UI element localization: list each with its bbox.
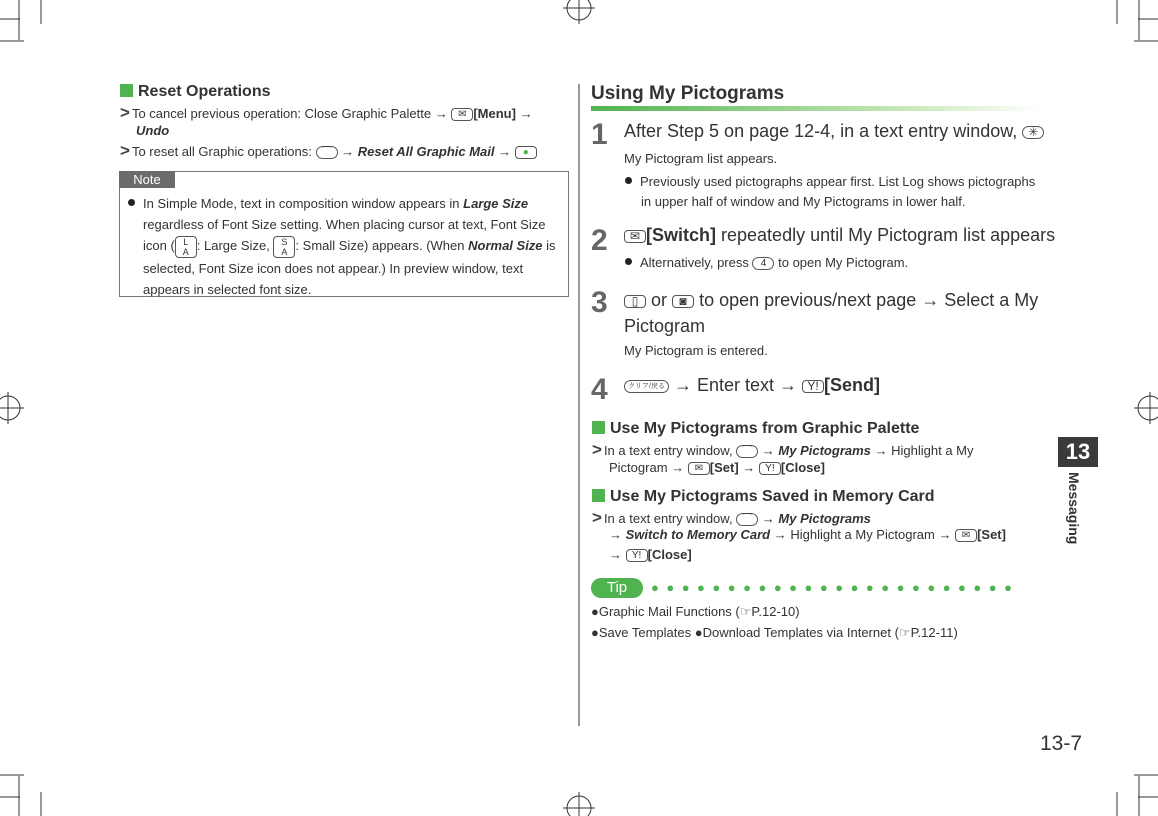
bullet-icon	[625, 177, 632, 184]
palette-heading: Use My Pictograms from Graphic Palette	[592, 420, 919, 438]
step-3-number: 3	[591, 286, 608, 319]
step-3-text: ▯ or ◙ to open previous/next page → Select a My Pictogram	[624, 290, 1039, 336]
memory-line-3: → Y! [Close]	[609, 547, 692, 562]
camera-key-icon: ◙	[672, 295, 694, 308]
softkey-icon: ⌒	[736, 513, 758, 526]
section-title: Using My Pictograms	[591, 83, 785, 104]
square-bullet-icon	[592, 489, 605, 502]
page-number: 13-7	[1040, 732, 1083, 755]
reset-line-2: > To reset all Graphic operations: ⌒ → Reset All Graphic Mail → ●	[120, 141, 570, 161]
column-divider	[578, 84, 580, 726]
note-label: Note	[119, 171, 175, 188]
square-bullet-icon	[120, 84, 133, 97]
step-1-sub: My Pictogram list appears.	[624, 151, 778, 166]
step-4-text: クリア/戻る → Enter text → Y! [Send]	[624, 375, 880, 396]
bullet-icon	[128, 199, 135, 206]
note-text: In Simple Mode, text in composition window appears in Large Size regardless of Font Size setting. When placing cursor at text, Font Size icon ( L A : Large Size, S A : Small Size) appears. (When Normal Size is selected, Font Size icon does not appear.) In preview window, text appears in selected font size.	[128, 193, 558, 300]
reset-line-1: > To cancel previous operation: Close Graphic Palette → ✉ [Menu] →	[120, 103, 533, 122]
reference-icon: ☞	[739, 604, 752, 619]
step-1-number: 1	[591, 118, 608, 151]
softkey-icon: ⌒	[736, 445, 758, 458]
arrow-icon: >	[120, 103, 130, 122]
mail-key-icon: ✉	[624, 230, 646, 243]
reset-operations-heading: Reset Operations	[120, 83, 270, 101]
memory-line-2: → Switch to Memory Card → Highlight a My Pictogram → ✉ [Set]	[609, 527, 1006, 542]
manner-key-icon: ▯	[624, 295, 646, 308]
mail-key-icon: ✉	[688, 462, 710, 475]
step-2-text: ✉ [Switch] repeatedly until My Pictogram list appears	[624, 225, 1055, 246]
step-3-sub: My Pictogram is entered.	[624, 343, 768, 358]
memory-line-1: > In a text entry window, ⌒ → My Pictograms	[592, 508, 871, 527]
yahoo-key-icon: Y!	[759, 462, 781, 475]
asterisk-key-icon: ✳	[1022, 126, 1044, 139]
title-underline	[591, 106, 1041, 111]
small-font-icon: S A	[273, 236, 295, 258]
clear-key-icon: クリア/戻る	[624, 380, 669, 393]
arrow-icon: >	[120, 141, 130, 160]
step-2-number: 2	[591, 224, 608, 257]
palette-line-2: Pictogram → ✉ [Set] → Y! [Close]	[609, 460, 825, 475]
square-bullet-icon	[592, 421, 605, 434]
palette-line-1: > In a text entry window, ⌒ → My Pictograms → Highlight a My	[592, 440, 974, 459]
chapter-label: Messaging	[1066, 472, 1082, 545]
tip-dots: ●●●●●●●●●●●●●●●●●●●●●●●●	[651, 580, 1020, 595]
large-font-icon: L A	[175, 236, 197, 258]
bullet-icon	[625, 258, 632, 265]
arrow-icon: >	[592, 508, 602, 527]
step-1-text: After Step 5 on page 12-4, in a text entry window, ✳	[624, 121, 1044, 142]
step-2-bullet: Alternatively, press 4 to open My Pictogram.	[625, 255, 908, 270]
yahoo-key-icon: Y!	[626, 549, 648, 562]
tip-label: Tip	[591, 578, 643, 598]
mail-key-icon: ✉	[451, 108, 473, 121]
arrow-icon: >	[592, 440, 602, 459]
tip-line-2: ●Save Templates ●Download Templates via Internet (☞P.12-11)	[591, 625, 958, 640]
key-4-icon: 4	[752, 257, 774, 270]
step-1-bullet: Previously used pictographs appear first. List Log shows pictographs in upper half of window and My Pictograms in lower half.	[625, 172, 1045, 212]
memory-heading: Use My Pictograms Saved in Memory Card	[592, 488, 935, 506]
reference-icon: ☞	[898, 625, 911, 640]
center-key-icon: ●	[515, 146, 537, 159]
chapter-number: 13	[1058, 437, 1098, 467]
undo-label: Undo	[136, 123, 170, 138]
softkey-icon: ⌒	[316, 146, 338, 159]
mail-key-icon: ✉	[955, 529, 977, 542]
step-4-number: 4	[591, 373, 608, 406]
yahoo-key-icon: Y!	[802, 380, 824, 393]
tip-line-1: ●Graphic Mail Functions (☞P.12-10)	[591, 604, 800, 619]
